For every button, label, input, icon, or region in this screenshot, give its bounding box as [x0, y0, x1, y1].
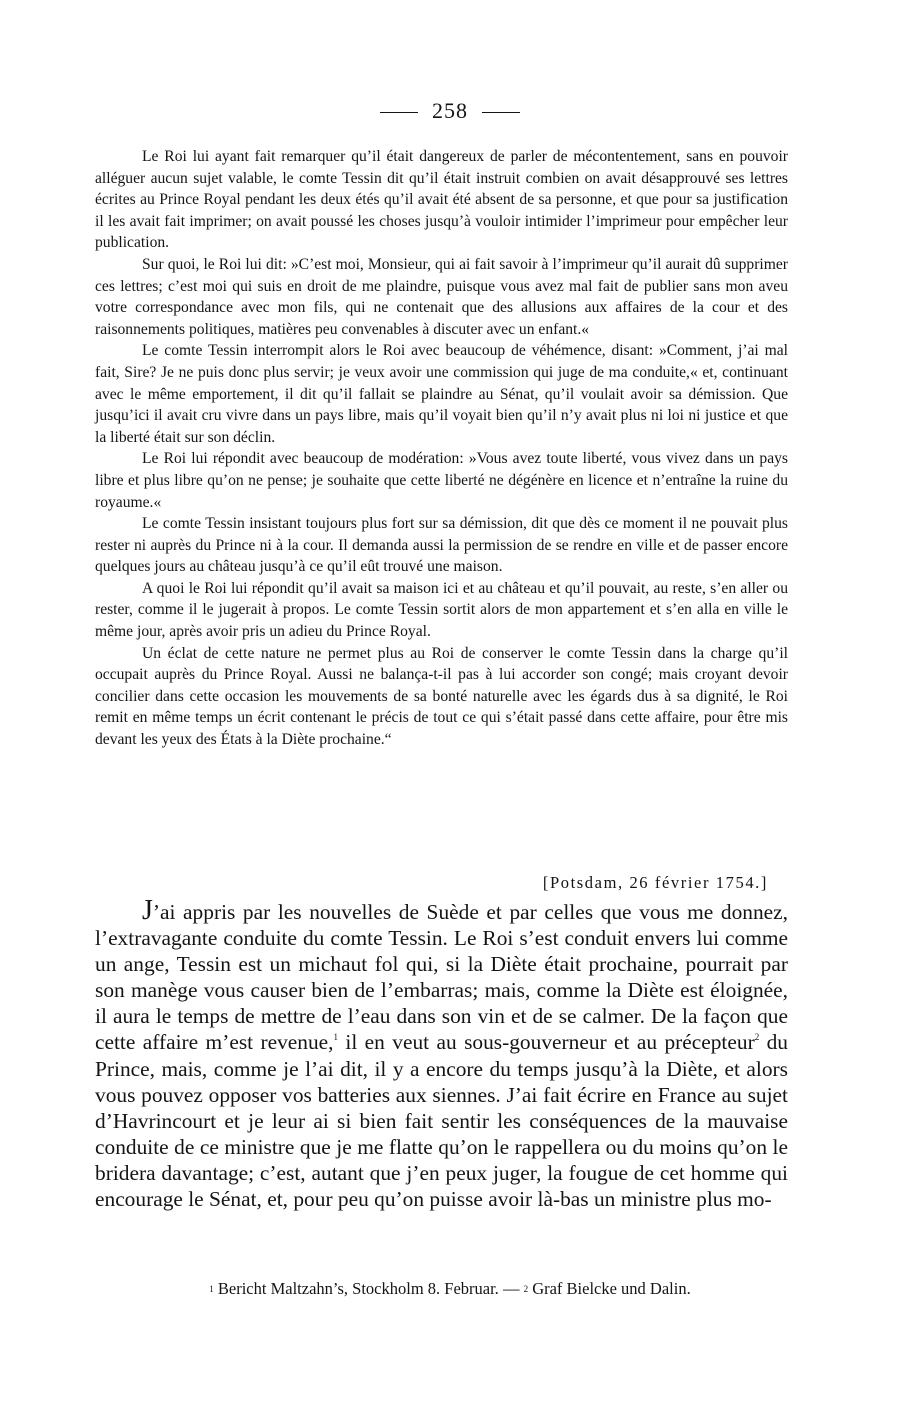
footnote-ref-1: 1: [333, 1032, 339, 1043]
initial-letter: J: [142, 895, 153, 926]
letter-text-part3: du Prince, mais, comme je l’ai dit, il y a encore du temps jusqu’à la Diète, et alors vous pouvez opposer vos batteries aux siennes. J’ai fait écrire en France au sujet d’Havrincourt et je leur ai si bien fait sentir les conséquences de la mauvaise conduite de ce ministre que je me flatte qu’on le rappellera ou du moins qu’on le bridera davantage; c’est, autant que j’en peux juger, la fougue de cet homme qui encourage le Sénat, et, pour peu qu’on puisse avoir là-bas un ministre plus mo-: [95, 1030, 788, 1212]
footnotes: [0, 1279, 900, 1299]
footnote-ref-2: 2: [754, 1032, 760, 1043]
quote-paragraph: Le Roi lui ayant fait remarquer qu’il était dangereux de parler de mécontentement, sans en pouvoir alléguer aucun sujet valable, le comte Tessin dit qu’il était instruit combien on avait désapprouvé ses lettres écrites au Prince Royal pendant les deux étés qu’il avait été absent de sa personne, et que pour sa justification il les avait fait imprimer; on avait poussé les choses jusqu’à vouloir intimider l’imprimeur pour empêcher leur publication.: [95, 148, 788, 252]
quote-paragraph: A quoi le Roi lui répondit qu’il avait sa maison ici et au château et qu’il pouvait, au reste, s’en aller ou rester, comme il le jugerait à propos. Le comte Tessin sortit alors de mon appartement et s’en alla en ville le même jour, après avoir pris un adieu du Prince Royal.: [95, 579, 788, 641]
quote-paragraph: Un éclat de cette nature ne permet plus au Roi de conserver le comte Tessin dans la charge qu’il occupait auprès du Prince Royal. Aussi ne balança-t-il pas à lui accorder son congé; mais croyant devoir concilier dans cette occasion les mouvements de sa bonté naturelle avec les égards dus à sa dignité, le Roi remit en même temps un écrit contenant le précis de tout ce qui s’était passé dans cette affaire, pour être mis devant les yeux des États à la Diète prochaine.“: [95, 644, 788, 749]
footnote-text-1: Bericht Maltzahn’s, Stockholm 8. Februar.: [217, 1279, 499, 1298]
quote-paragraph: Sur quoi, le Roi lui dit: »C’est moi, Monsieur, qui ai fait savoir à l’imprimeur qu’il aurait dû supprimer ces lettres; c’est moi qui suis en droit de me plaindre, puisque vous avez mal fait de publier sans mon aveu votre correspondance avec mon fils, qui ne contenait que des allusions aux affaires de la cour et des raisonnements politiques, matières peu convenables à discuter avec un enfant.«: [95, 255, 788, 338]
footnote-number-1: 1: [209, 1284, 214, 1294]
dateline: [Potsdam, 26 février 1754.]: [542, 873, 768, 892]
header-rule-right: [482, 112, 520, 113]
quote-paragraph: Le comte Tessin insistant toujours plus fort sur sa démission, dit que dès ce moment il ne pouvait plus rester ni auprès du Prince ni à la cour. Il demanda aussi la permission de se rendre en ville et de passer encore quelques jours au château jusqu’à ce qu’il eût trouvé une maison.: [95, 515, 788, 576]
footnote-number-2: 2: [523, 1284, 529, 1294]
quoted-report: [95, 146, 788, 751]
letter-paragraph: [95, 895, 788, 1212]
letter-text-part2: il en veut au sous-gouverneur et au précepteur: [338, 1030, 755, 1055]
quote-paragraph: Le comte Tessin interrompit alors le Roi avec beaucoup de véhémence, disant: »Comment, j’ai mal fait, Sire? Je ne puis donc plus servir; je veux avoir une commission qui juge de ma conduite,« et, continuant avec le même emportement, il dit qu’il fallait se plaindre au Sénat, qu’il voulait avoir sa démission. Que jusqu’ici il avait cru vivre dans un pays libre, mais qu’il voyait bien qu’il n’y avait plus ni loi ni justice et que la liberté était sur son déclin.: [95, 342, 788, 446]
letter-text-part1: ’ai appris par les nouvelles de Suède et par celles que vous me donnez, l’extravagante conduite du comte Tessin. Le Roi s’est conduit envers lui comme un ange, Tessin est un michaut fol qui, si la Diète était prochaine, pourrait par son manège vous causer bien de l’embarras; mais, comme la Diète est éloignée, il aura le temps de mettre de l’eau dans son vin et de se calmer. De la façon que cette affaire m’est revenue,: [95, 900, 788, 1055]
header-rule-left: [380, 112, 418, 113]
footnote-separator: —: [502, 1279, 520, 1298]
page-header: [0, 98, 900, 124]
page-number: 258: [432, 98, 468, 123]
footnote-text-2: Graf Bielcke und Dalin.: [532, 1279, 691, 1298]
letter-body: [95, 895, 788, 1212]
quote-paragraph: Le Roi lui répondit avec beaucoup de modération: »Vous avez toute liberté, vous vivez dans un pays libre et plus libre qu’on ne pense; je souhaite que cette liberté ne dégénère en licence et n’entraîne la ruine du royaume.«: [95, 450, 788, 511]
